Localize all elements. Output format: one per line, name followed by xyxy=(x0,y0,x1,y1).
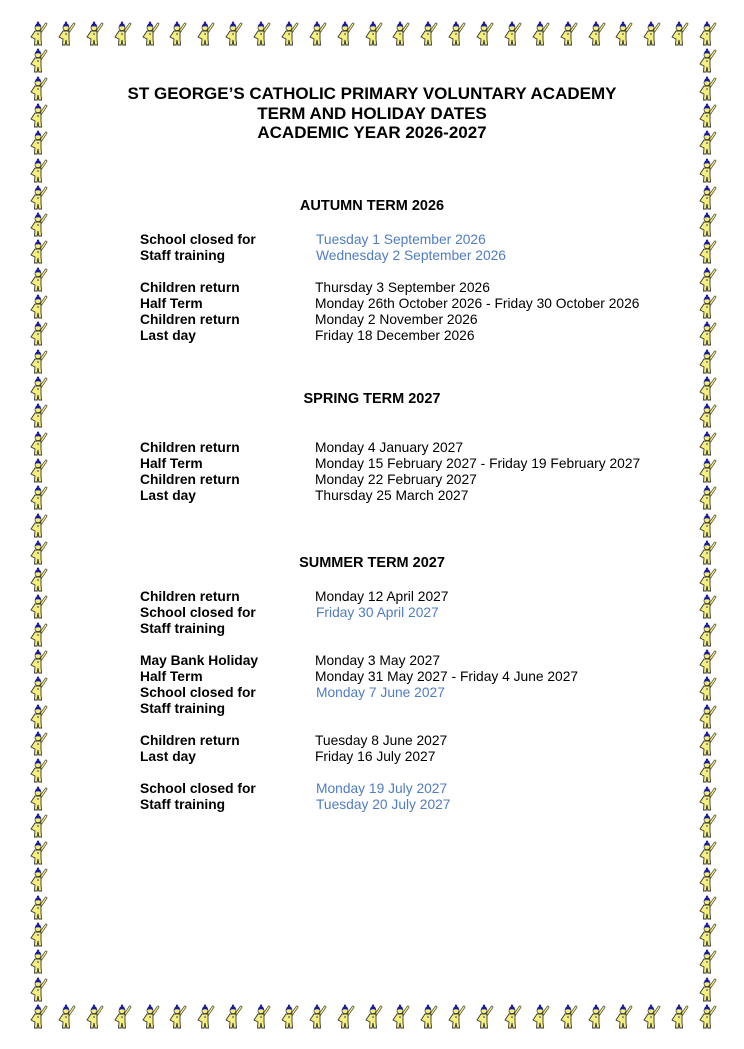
waving-child-icon xyxy=(641,1004,661,1030)
row-label: School closed for xyxy=(140,232,256,247)
row-date: Friday 18 December 2026 xyxy=(315,328,475,343)
waving-child-icon xyxy=(697,704,717,730)
waving-child-icon xyxy=(502,21,522,47)
academic-year: ACADEMIC YEAR 2026-2027 xyxy=(257,123,487,142)
waving-child-icon xyxy=(251,21,271,47)
waving-child-icon xyxy=(418,1004,438,1030)
spring-term-heading: SPRING TERM 2027 xyxy=(303,391,441,407)
waving-child-icon xyxy=(84,1004,104,1030)
waving-child-icon xyxy=(28,758,48,784)
waving-child-icon xyxy=(697,867,717,893)
waving-child-icon xyxy=(697,267,717,293)
waving-child-icon xyxy=(251,1004,271,1030)
document-subtitle: TERM AND HOLIDAY DATES xyxy=(257,103,487,123)
waving-child-icon xyxy=(28,594,48,620)
waving-child-icon xyxy=(28,867,48,893)
row-label: Children return xyxy=(140,280,240,295)
waving-child-icon xyxy=(697,895,717,921)
waving-child-icon xyxy=(697,949,717,975)
waving-child-icon xyxy=(112,21,132,47)
row-label: Last day xyxy=(140,749,196,764)
waving-child-icon xyxy=(530,1004,550,1030)
waving-child-icon xyxy=(697,977,717,1003)
waving-child-icon xyxy=(697,212,717,238)
waving-child-icon xyxy=(697,567,717,593)
waving-child-icon xyxy=(697,158,717,184)
row-label: Last day xyxy=(140,328,196,343)
waving-child-icon xyxy=(586,1004,606,1030)
waving-child-icon xyxy=(669,21,689,47)
waving-child-icon xyxy=(28,294,48,320)
waving-child-icon xyxy=(28,922,48,948)
waving-child-icon xyxy=(390,21,410,47)
waving-child-icon xyxy=(112,1004,132,1030)
waving-child-icon xyxy=(28,704,48,730)
document-title xyxy=(0,84,744,143)
row-date: Tuesday 8 June 2027 xyxy=(315,733,448,748)
waving-child-icon xyxy=(697,485,717,511)
row-label: School closed for xyxy=(140,685,256,700)
row-date: Friday 30 April 2027 xyxy=(316,605,439,620)
waving-child-icon xyxy=(223,1004,243,1030)
row-date: Monday 3 May 2027 xyxy=(315,653,441,668)
waving-child-icon xyxy=(697,403,717,429)
waving-child-icon xyxy=(613,21,633,47)
waving-child-icon xyxy=(697,622,717,648)
waving-child-icon xyxy=(641,21,661,47)
waving-child-icon xyxy=(697,458,717,484)
waving-child-icon xyxy=(279,21,299,47)
waving-child-icon xyxy=(697,321,717,347)
waving-child-icon xyxy=(697,239,717,265)
waving-child-icon xyxy=(697,922,717,948)
waving-child-icon xyxy=(28,949,48,975)
waving-child-icon xyxy=(28,48,48,74)
row-label: School closed for xyxy=(140,605,256,620)
row-label: Staff training xyxy=(140,248,226,263)
waving-child-icon xyxy=(697,431,717,457)
waving-child-icon xyxy=(697,813,717,839)
waving-child-icon xyxy=(28,403,48,429)
row-date: Thursday 3 September 2026 xyxy=(315,280,490,295)
waving-child-icon xyxy=(28,567,48,593)
waving-child-icon xyxy=(697,786,717,812)
row-date: Monday 31 May 2027 - Friday 4 June 2027 xyxy=(315,669,579,684)
waving-child-icon xyxy=(586,21,606,47)
waving-child-icon xyxy=(335,21,355,47)
school-name: ST GEORGE’S CATHOLIC PRIMARY VOLUNTARY ACADEMY xyxy=(127,84,617,103)
waving-child-icon xyxy=(474,21,494,47)
row-label: Children return xyxy=(140,440,240,455)
waving-child-icon xyxy=(28,321,48,347)
waving-child-icon xyxy=(363,1004,383,1030)
waving-child-icon xyxy=(697,1004,717,1030)
waving-child-icon xyxy=(558,21,578,47)
waving-child-icon xyxy=(530,21,550,47)
waving-child-icon xyxy=(418,21,438,47)
row-date: Monday 26th October 2026 - Friday 30 October 2026 xyxy=(315,296,640,311)
waving-child-icon xyxy=(223,21,243,47)
waving-child-icon xyxy=(697,758,717,784)
row-label: Children return xyxy=(140,472,240,487)
waving-child-icon xyxy=(28,485,48,511)
row-label: Staff training xyxy=(140,701,226,716)
row-date: Monday 15 February 2027 - Friday 19 February 2027 xyxy=(315,456,641,471)
row-date: Monday 12 April 2027 xyxy=(315,589,449,604)
row-date: Tuesday 1 September 2026 xyxy=(316,232,486,247)
waving-child-icon xyxy=(28,895,48,921)
waving-child-icon xyxy=(28,349,48,375)
row-label: Children return xyxy=(140,733,240,748)
waving-child-icon xyxy=(56,1004,76,1030)
waving-child-icon xyxy=(28,813,48,839)
waving-child-icon xyxy=(84,21,104,47)
waving-child-icon xyxy=(697,21,717,47)
waving-child-icon xyxy=(28,513,48,539)
waving-child-icon xyxy=(279,1004,299,1030)
waving-child-icon xyxy=(56,21,76,47)
autumn-term-heading: AUTUMN TERM 2026 xyxy=(299,198,445,214)
waving-child-icon xyxy=(28,676,48,702)
waving-child-icon xyxy=(697,649,717,675)
row-label: Children return xyxy=(140,589,240,604)
waving-child-icon xyxy=(28,267,48,293)
row-date: Monday 4 January 2027 xyxy=(315,440,464,455)
waving-child-icon xyxy=(335,1004,355,1030)
waving-child-icon xyxy=(28,212,48,238)
waving-child-icon xyxy=(697,48,717,74)
waving-child-icon xyxy=(140,1004,160,1030)
waving-child-icon xyxy=(697,840,717,866)
row-label: Half Term xyxy=(140,296,203,311)
waving-child-icon xyxy=(697,294,717,320)
waving-child-icon xyxy=(669,1004,689,1030)
waving-child-icon xyxy=(28,1004,48,1030)
waving-child-icon xyxy=(28,977,48,1003)
waving-child-icon xyxy=(167,1004,187,1030)
waving-child-icon xyxy=(28,21,48,47)
waving-child-icon xyxy=(195,1004,215,1030)
waving-child-icon xyxy=(28,158,48,184)
waving-child-icon xyxy=(697,513,717,539)
row-date: Friday 16 July 2027 xyxy=(315,749,436,764)
waving-child-icon xyxy=(446,21,466,47)
row-label: Staff training xyxy=(140,797,226,812)
row-label: Half Term xyxy=(140,456,203,471)
waving-child-icon xyxy=(446,1004,466,1030)
waving-child-icon xyxy=(474,1004,494,1030)
row-label: Staff training xyxy=(140,621,226,636)
row-label: Half Term xyxy=(140,669,203,684)
waving-child-icon xyxy=(28,431,48,457)
row-date: Tuesday 20 July 2027 xyxy=(316,797,451,812)
row-date: Thursday 25 March 2027 xyxy=(315,488,469,503)
waving-child-icon xyxy=(195,21,215,47)
waving-child-icon xyxy=(697,594,717,620)
waving-child-icon xyxy=(502,1004,522,1030)
waving-child-icon xyxy=(307,1004,327,1030)
row-label: May Bank Holiday xyxy=(140,653,259,668)
waving-child-icon xyxy=(28,458,48,484)
row-date: Wednesday 2 September 2026 xyxy=(316,248,506,263)
waving-child-icon xyxy=(390,1004,410,1030)
waving-child-icon xyxy=(28,239,48,265)
summer-term-heading: SUMMER TERM 2027 xyxy=(299,555,445,571)
row-date: Monday 7 June 2027 xyxy=(316,685,445,700)
row-date: Monday 19 July 2027 xyxy=(316,781,448,796)
row-date: Monday 2 November 2026 xyxy=(315,312,478,327)
waving-child-icon xyxy=(363,21,383,47)
waving-child-icon xyxy=(28,840,48,866)
waving-child-icon xyxy=(558,1004,578,1030)
waving-child-icon xyxy=(28,622,48,648)
row-date: Monday 22 February 2027 xyxy=(315,472,477,487)
waving-child-icon xyxy=(167,21,187,47)
row-label: Last day xyxy=(140,488,196,503)
waving-child-icon xyxy=(28,649,48,675)
row-label: Children return xyxy=(140,312,240,327)
waving-child-icon xyxy=(697,676,717,702)
waving-child-icon xyxy=(28,731,48,757)
row-label: School closed for xyxy=(140,781,256,796)
waving-child-icon xyxy=(697,731,717,757)
waving-child-icon xyxy=(613,1004,633,1030)
waving-child-icon xyxy=(28,786,48,812)
waving-child-icon xyxy=(140,21,160,47)
waving-child-icon xyxy=(307,21,327,47)
waving-child-icon xyxy=(697,349,717,375)
